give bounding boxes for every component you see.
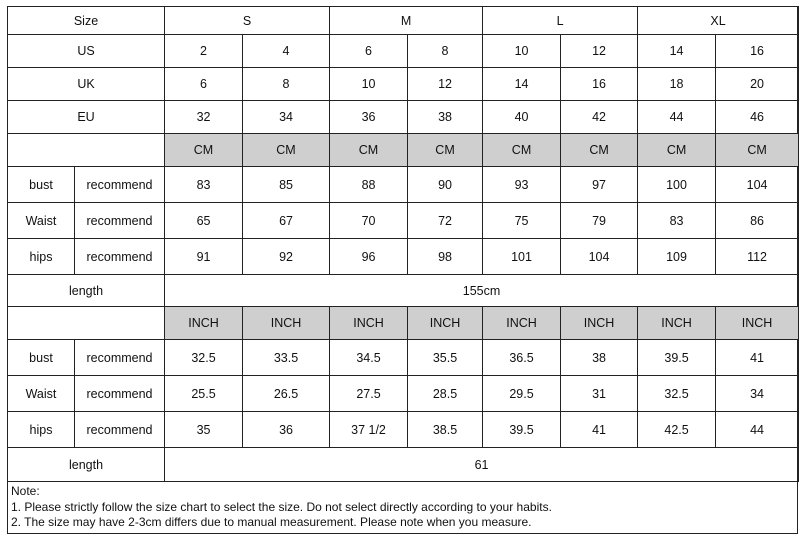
- table-cell: 98: [408, 239, 483, 275]
- table-cell: 36: [330, 101, 408, 134]
- table-cell: 14: [483, 68, 561, 101]
- table-cell: 72: [408, 203, 483, 239]
- table-cell: 92: [243, 239, 330, 275]
- unit-cell: CM: [638, 134, 716, 167]
- table-cell: 12: [561, 35, 638, 68]
- table-cell: 39.5: [483, 412, 561, 448]
- empty-cell: [8, 134, 165, 167]
- table-cell: 44: [716, 412, 799, 448]
- length-label: length: [8, 275, 165, 307]
- table-cell: 93: [483, 167, 561, 203]
- table-cell: 26.5: [243, 376, 330, 412]
- length-value: 61: [165, 448, 799, 482]
- table-cell: 75: [483, 203, 561, 239]
- table-cell: 14: [638, 35, 716, 68]
- table-cell: 27.5: [330, 376, 408, 412]
- table-cell: 112: [716, 239, 799, 275]
- table-cell: 41: [561, 412, 638, 448]
- table-cell: 104: [561, 239, 638, 275]
- unit-cell: CM: [408, 134, 483, 167]
- table-row: [8, 376, 799, 412]
- size-group-xl: XL: [638, 7, 799, 35]
- table-row: [8, 275, 799, 307]
- notes-block: [11, 484, 791, 531]
- table-cell: 16: [561, 68, 638, 101]
- measure-label: hips: [8, 239, 75, 275]
- measure-sub-label: recommend: [75, 340, 165, 376]
- unit-cell: INCH: [243, 307, 330, 340]
- table-cell: 65: [165, 203, 243, 239]
- table-cell: 42: [561, 101, 638, 134]
- table-cell: 12: [408, 68, 483, 101]
- length-value: 155cm: [165, 275, 799, 307]
- table-cell: 2: [165, 35, 243, 68]
- table-cell: 28.5: [408, 376, 483, 412]
- table-cell: 104: [716, 167, 799, 203]
- notes-title: Note:: [11, 484, 40, 498]
- table-row: [8, 340, 799, 376]
- measure-sub-label: recommend: [75, 376, 165, 412]
- table-cell: 6: [330, 35, 408, 68]
- table-cell: 16: [716, 35, 799, 68]
- unit-row-cm: [8, 134, 799, 167]
- size-header-cell: Size: [8, 7, 165, 35]
- table-cell: 32.5: [638, 376, 716, 412]
- table-row: [8, 101, 799, 134]
- table-cell: 35: [165, 412, 243, 448]
- empty-cell: [8, 307, 165, 340]
- measure-label: Waist: [8, 203, 75, 239]
- measure-label: Waist: [8, 376, 75, 412]
- measure-sub-label: recommend: [75, 167, 165, 203]
- table-cell: 39.5: [638, 340, 716, 376]
- table-cell: 70: [330, 203, 408, 239]
- table-row: [8, 167, 799, 203]
- measure-label: hips: [8, 412, 75, 448]
- size-chart-table: [7, 6, 799, 482]
- unit-cell: CM: [243, 134, 330, 167]
- size-group-s: S: [165, 7, 330, 35]
- table-cell: 79: [561, 203, 638, 239]
- table-row: [8, 448, 799, 482]
- unit-cell: INCH: [408, 307, 483, 340]
- table-cell: 25.5: [165, 376, 243, 412]
- measure-label: bust: [8, 167, 75, 203]
- unit-cell: CM: [716, 134, 799, 167]
- table-cell: 37 1/2: [330, 412, 408, 448]
- table-cell: 44: [638, 101, 716, 134]
- table-cell: 32: [165, 101, 243, 134]
- table-row: [8, 68, 799, 101]
- table-cell: 42.5: [638, 412, 716, 448]
- table-row: [8, 203, 799, 239]
- table-cell: 6: [165, 68, 243, 101]
- table-cell: 83: [638, 203, 716, 239]
- unit-cell: CM: [483, 134, 561, 167]
- table-cell: 86: [716, 203, 799, 239]
- size-group-m: M: [330, 7, 483, 35]
- table-row: [8, 239, 799, 275]
- table-cell: 46: [716, 101, 799, 134]
- table-cell: 88: [330, 167, 408, 203]
- system-label: UK: [8, 68, 165, 101]
- table-cell: 34: [243, 101, 330, 134]
- unit-cell: CM: [561, 134, 638, 167]
- table-cell: 90: [408, 167, 483, 203]
- size-group-l: L: [483, 7, 638, 35]
- unit-row-inch: [8, 307, 799, 340]
- table-cell: 38.5: [408, 412, 483, 448]
- table-cell: 38: [408, 101, 483, 134]
- unit-cell: INCH: [561, 307, 638, 340]
- table-cell: 4: [243, 35, 330, 68]
- measure-label: bust: [8, 340, 75, 376]
- table-cell: 67: [243, 203, 330, 239]
- table-cell: 38: [561, 340, 638, 376]
- table-cell: 109: [638, 239, 716, 275]
- table-cell: 85: [243, 167, 330, 203]
- table-cell: 35.5: [408, 340, 483, 376]
- length-label: length: [8, 448, 165, 482]
- table-row: [8, 412, 799, 448]
- table-cell: 100: [638, 167, 716, 203]
- table-cell: 97: [561, 167, 638, 203]
- table-cell: 8: [408, 35, 483, 68]
- unit-cell: INCH: [330, 307, 408, 340]
- measure-sub-label: recommend: [75, 203, 165, 239]
- table-row: [8, 7, 799, 35]
- system-label: EU: [8, 101, 165, 134]
- table-cell: 34.5: [330, 340, 408, 376]
- table-cell: 34: [716, 376, 799, 412]
- system-label: US: [8, 35, 165, 68]
- note-line: 1. Please strictly follow the size chart to select the size. Do not select directly according to your habits.: [11, 499, 552, 514]
- table-row: [8, 35, 799, 68]
- table-cell: 36.5: [483, 340, 561, 376]
- note-line: 2. The size may have 2-3cm differs due to manual measurement. Please note when you measure.: [11, 515, 532, 529]
- table-cell: 20: [716, 68, 799, 101]
- table-cell: 33.5: [243, 340, 330, 376]
- measure-sub-label: recommend: [75, 412, 165, 448]
- table-cell: 10: [483, 35, 561, 68]
- table-cell: 91: [165, 239, 243, 275]
- table-cell: 10: [330, 68, 408, 101]
- unit-cell: CM: [330, 134, 408, 167]
- unit-cell: CM: [165, 134, 243, 167]
- table-cell: 32.5: [165, 340, 243, 376]
- table-cell: 40: [483, 101, 561, 134]
- table-cell: 41: [716, 340, 799, 376]
- table-cell: 36: [243, 412, 330, 448]
- unit-cell: INCH: [483, 307, 561, 340]
- table-cell: 96: [330, 239, 408, 275]
- unit-cell: INCH: [716, 307, 799, 340]
- table-cell: 8: [243, 68, 330, 101]
- unit-cell: INCH: [165, 307, 243, 340]
- table-cell: 29.5: [483, 376, 561, 412]
- table-cell: 83: [165, 167, 243, 203]
- measure-sub-label: recommend: [75, 239, 165, 275]
- table-cell: 31: [561, 376, 638, 412]
- table-cell: 101: [483, 239, 561, 275]
- table-cell: 18: [638, 68, 716, 101]
- unit-cell: INCH: [638, 307, 716, 340]
